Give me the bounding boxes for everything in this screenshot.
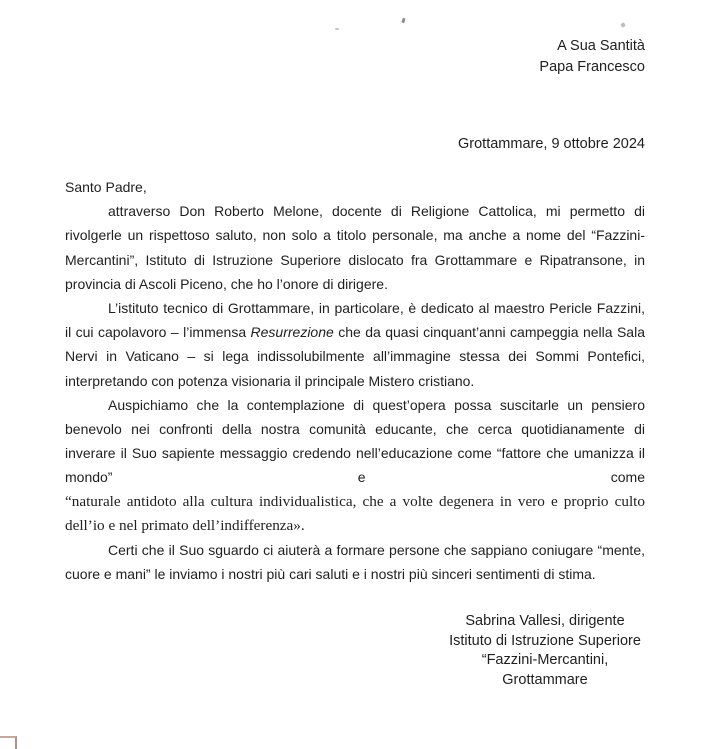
paragraph-4: Certi che il Suo sguardo ci aiuterà a formare persone che sappiano coniugare “mente, cuore e mani” le inviamo i nostri più cari saluti e i nostri più sinceri sentimenti di stima. — [65, 542, 645, 583]
paragraph-2-text-after: che da quasi cinquant’anni campeggia nella Sala Nervi in Vaticano – si lega indissolubilmente all’immagine stessa dei Sommi Pontefici, interpretando con potenza visionaria il principale Mistero cristiano. — [65, 324, 645, 389]
signature-name: Sabrina Vallesi, dirigente — [465, 613, 625, 630]
artwork-title-italic: Resurrezione — [250, 324, 334, 341]
recipient-line-1: A Sua Santità — [557, 38, 645, 54]
recipient-line-2: Papa Francesco — [539, 59, 645, 75]
signature-school-name: “Fazzini-Mercantini, — [481, 652, 609, 669]
paragraph-2-text-before: L’istituto tecnico di Grottammare, in particolare, è dedicato al maestro Pericle Fazzini, il cui capolavoro – l’immensa — [65, 300, 645, 341]
dateline: Grottammare, 9 ottobre 2024 — [458, 136, 645, 152]
salutation: Santo Padre, — [65, 179, 147, 195]
scan-speck — [620, 22, 625, 27]
signature-city: Grottammare — [502, 671, 588, 688]
paragraph-2 — [65, 296, 645, 393]
letter-body — [65, 175, 645, 586]
signature-institution: Istituto di Istruzione Superiore — [449, 632, 641, 649]
scan-speck — [401, 18, 406, 24]
paragraph-1: attraverso Don Roberto Melone, docente di Religione Cattolica, mi permetto di rivolgerle un rispettoso saluto, non solo a titolo personale, ma anche a nome del “Fazzini-Mercantini”, Istituto di Istruzione Superiore dislocato fra Grottammare e Ripatransone, in provincia di Ascoli Piceno, che ho l’onore di dirigere. — [65, 203, 645, 292]
recipient-block — [65, 36, 645, 78]
corner-crop-mark — [0, 736, 17, 749]
paragraph-3-sans-part: Auspichiamo che la contemplazione di quest’opera possa suscitarle un pensiero benevolo nei confronti della nostra comunità educante, che cerca quotidianamente di inverare il Suo sapiente messaggio credendo nell’educazione come “fattore che umanizza il mondo” e come — [65, 396, 645, 486]
scan-speck — [335, 28, 339, 30]
paragraph-3-serif-quote: “naturale antidoto alla cultura individualistica, che a volte degenera in vero e proprio culto dell’io e nel primato dell’indifferenza». — [65, 492, 645, 534]
signature-block — [445, 612, 645, 690]
